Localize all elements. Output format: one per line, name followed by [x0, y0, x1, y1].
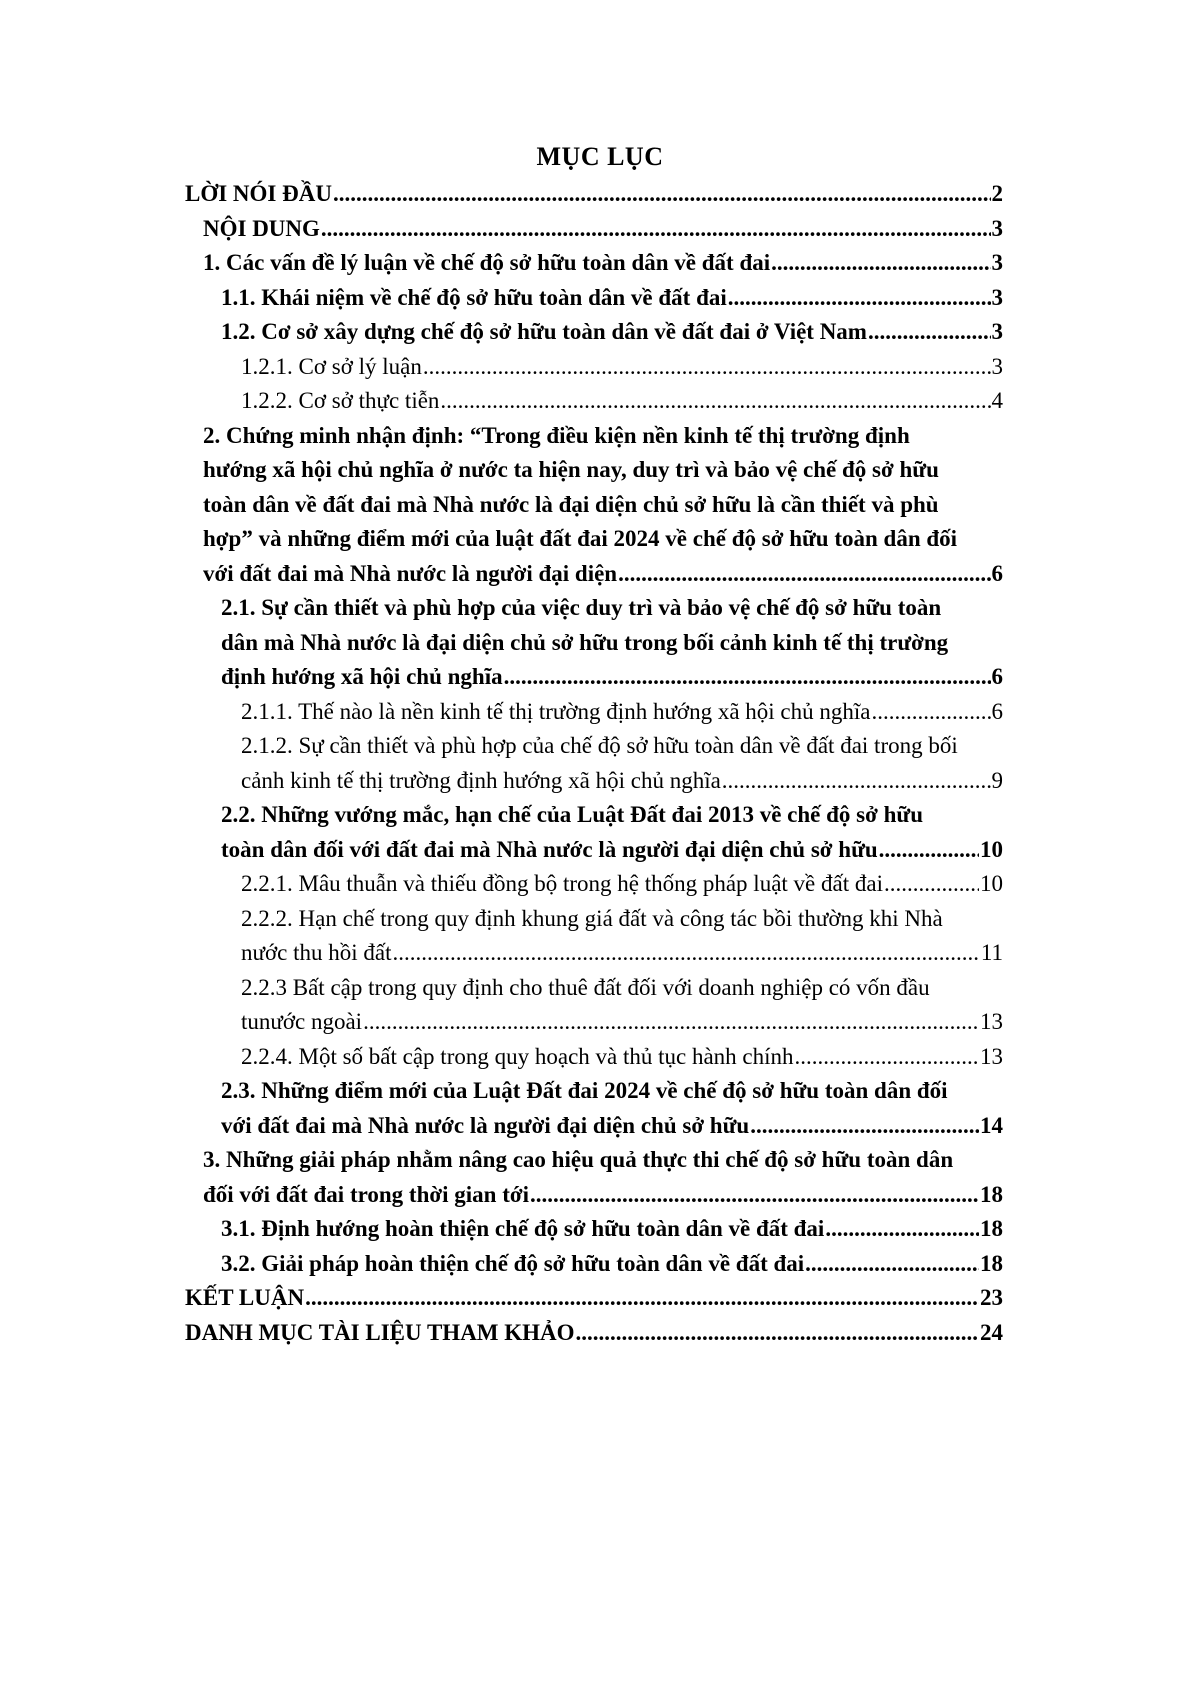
dot-leader [805, 1247, 979, 1282]
toc-entry-text: KẾT LUẬN [185, 1285, 305, 1310]
toc-entry-text: đối với đất đai trong thời gian tới [203, 1181, 529, 1207]
toc-page-number: 23 [980, 1285, 1003, 1310]
dot-leader [363, 1005, 979, 1040]
toc-entry[interactable] [241, 1040, 1003, 1075]
toc-page-number: 2 [991, 181, 1003, 206]
toc-entry-text: tunước ngoài [241, 1009, 363, 1034]
toc-entry[interactable] [241, 971, 1003, 1040]
toc-page-number: 6 [991, 664, 1003, 689]
toc-entry-text: LỜI NÓI ĐẦU [185, 181, 332, 206]
toc-entry-text: 2.1. Sự cần thiết và phù hợp của việc duy trì và bảo vệ chế độ sở hữu toàn [221, 595, 942, 620]
toc-entry-text: dân mà Nhà nước là đại diện chủ sở hữu trong bối cảnh kinh tế thị trường [221, 629, 949, 655]
dot-leader [722, 764, 991, 799]
toc-entry-text: NỘI DUNG [203, 215, 320, 241]
toc-entry-text: 2.2. Những vướng mắc, hạn chế của Luật Đất đai 2013 về chế độ sở hữu [221, 802, 924, 827]
toc-page-number: 10 [980, 871, 1003, 896]
toc-entry[interactable] [241, 729, 1003, 798]
toc-entry-text: 2.1.1. Thế nào là nền kinh tế thị trường định hướng xã hội chủ nghĩa [241, 698, 871, 724]
toc-entry-text: hướng xã hội chủ nghĩa ở nước ta hiện nay, duy trì và bảo vệ chế độ sở hữu [203, 457, 939, 482]
toc-entry-text: nước thu hồi đất [241, 940, 392, 965]
toc-entry[interactable] [185, 177, 1003, 212]
toc-entry-text: 1.1. Khái niệm về chế độ sở hữu toàn dân về đất đai [221, 284, 727, 310]
toc-entry[interactable] [221, 1247, 1003, 1282]
dot-leader [618, 557, 990, 592]
toc-entry-text: 2.2.2. Hạn chế trong quy định khung giá đất và công tác bồi thường khi Nhà [241, 905, 943, 931]
toc-page-number: 18 [980, 1250, 1003, 1276]
toc-entry-text: toàn dân về đất đai mà Nhà nước là đại diện chủ sở hữu là cần thiết và phù [203, 491, 939, 517]
dot-leader [392, 936, 979, 971]
toc-entry[interactable] [221, 1074, 1003, 1143]
toc-page-number: 14 [980, 1112, 1003, 1138]
toc-entry-text: 3. Những giải pháp nhằm nâng cao hiệu quả thực thi chế độ sở hữu toàn dân [203, 1147, 954, 1172]
toc-entry[interactable] [221, 315, 1003, 350]
toc-entry[interactable] [203, 419, 1003, 592]
table-of-contents [0, 177, 1200, 1350]
toc-page-number: 10 [980, 836, 1003, 862]
dot-leader [728, 281, 991, 316]
dot-leader [771, 246, 990, 281]
toc-page-number: 6 [991, 560, 1003, 586]
toc-entry-text: 3.2. Giải pháp hoàn thiện chế độ sở hữu toàn dân về đất đai [221, 1250, 805, 1276]
dot-leader [423, 350, 991, 385]
toc-entry[interactable] [203, 212, 1003, 247]
toc-page-number: 18 [980, 1216, 1003, 1241]
toc-entry-text: 1.2. Cơ sở xây dựng chế độ sở hữu toàn dân về đất đai ở Việt Nam [221, 319, 867, 344]
toc-page-number: 3 [991, 284, 1003, 310]
dot-leader [305, 1281, 979, 1316]
dot-leader [321, 212, 991, 247]
toc-page-number: 3 [991, 353, 1003, 379]
toc-entry-text: với đất đai mà Nhà nước là người đại diện chủ sở hữu [221, 1112, 750, 1138]
toc-entry[interactable] [221, 281, 1003, 316]
toc-entry[interactable] [185, 1281, 1003, 1316]
toc-entry-text: 1.2.1. Cơ sở lý luận [241, 353, 422, 379]
toc-page-number: 24 [980, 1319, 1003, 1345]
toc-entry-text: 2.2.4. Một số bất cập trong quy hoạch và thủ tục hành chính [241, 1043, 794, 1069]
dot-leader [884, 867, 979, 902]
dot-leader [825, 1212, 979, 1247]
toc-page-number: 18 [980, 1181, 1003, 1207]
dot-leader [795, 1040, 979, 1075]
toc-entry-text: 3.1. Định hướng hoàn thiện chế độ sở hữu toàn dân về đất đai [221, 1216, 825, 1241]
toc-page-number: 3 [991, 319, 1003, 344]
toc-entry[interactable] [221, 591, 1003, 695]
toc-entry-text: toàn dân đối với đất đai mà Nhà nước là người đại diện chủ sở hữu [221, 836, 878, 862]
toc-entry-text: 2.1.2. Sự cần thiết và phù hợp của chế độ sở hữu toàn dân về đất đai trong bối [241, 733, 958, 758]
dot-leader [530, 1178, 979, 1213]
dot-leader [504, 660, 991, 695]
toc-entry-text: hợp” và những điểm mới của luật đất đai 2024 về chế độ sở hữu toàn dân đối [203, 526, 958, 551]
toc-entry-text: 1.2.2. Cơ sở thực tiễn [241, 388, 440, 413]
dot-leader [576, 1316, 979, 1351]
dot-leader [879, 833, 979, 868]
toc-page-number: 6 [991, 698, 1003, 724]
toc-page-number: 4 [991, 388, 1003, 413]
toc-entry[interactable] [241, 384, 1003, 419]
toc-entry-text: 1. Các vấn đề lý luận về chế độ sở hữu toàn dân về đất đai [203, 250, 771, 275]
toc-entry[interactable] [241, 902, 1003, 971]
dot-leader [868, 315, 991, 350]
dot-leader [871, 695, 990, 730]
dot-leader [750, 1109, 979, 1144]
toc-entry-text: cảnh kinh tế thị trường định hướng xã hội chủ nghĩa [241, 767, 721, 793]
toc-entry[interactable] [221, 1212, 1003, 1247]
toc-entry[interactable] [221, 798, 1003, 867]
toc-entry[interactable] [241, 350, 1003, 385]
toc-entry-text: 2.2.3 Bất cập trong quy định cho thuê đất đối với doanh nghiệp có vốn đầu [241, 974, 930, 1000]
dot-leader [440, 384, 990, 419]
toc-entry-text: với đất đai mà Nhà nước là người đại diện [203, 560, 618, 586]
toc-entry[interactable] [185, 1316, 1003, 1351]
dot-leader [333, 177, 991, 212]
toc-entry[interactable] [203, 1143, 1003, 1212]
toc-page-number: 13 [980, 1043, 1003, 1069]
toc-page-number: 3 [991, 215, 1003, 241]
toc-page-number: 9 [991, 767, 1003, 793]
toc-entry-text: DANH MỤC TÀI LIỆU THAM KHẢO [185, 1319, 575, 1345]
toc-entry-text: 2. Chứng minh nhận định: “Trong điều kiện nền kinh tế thị trường định [203, 422, 910, 448]
toc-entry[interactable] [241, 867, 1003, 902]
toc-title: MỤC LỤC [536, 142, 664, 171]
toc-entry[interactable] [203, 246, 1003, 281]
toc-entry-text: định hướng xã hội chủ nghĩa [221, 664, 503, 689]
toc-page-number: 3 [991, 250, 1003, 275]
toc-entry-text: 2.3. Những điểm mới của Luật Đất đai 2024 về chế độ sở hữu toàn dân đối [221, 1078, 948, 1103]
toc-entry[interactable] [241, 695, 1003, 730]
toc-page-number: 13 [980, 1009, 1003, 1034]
toc-page-number: 11 [980, 940, 1003, 965]
toc-entry-text: 2.2.1. Mâu thuẫn và thiếu đồng bộ trong hệ thống pháp luật về đất đai [241, 871, 883, 896]
